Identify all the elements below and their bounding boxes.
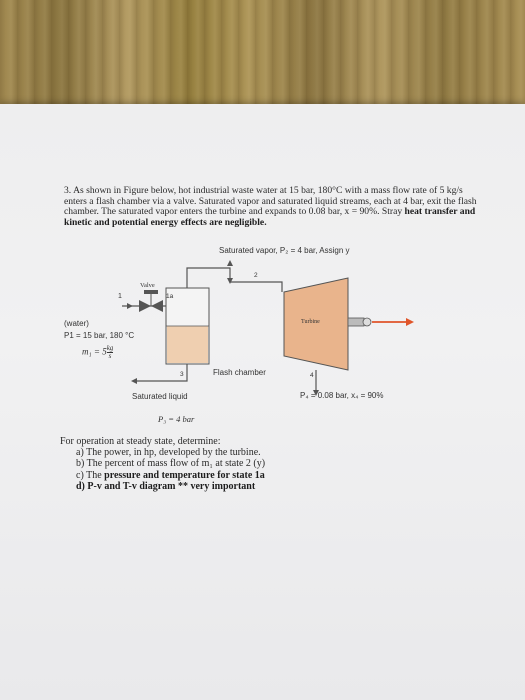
shaft-coupling: [363, 318, 371, 326]
inlet-arrow-icon: [127, 303, 133, 309]
vapor-up-arrow-icon: [227, 260, 233, 266]
turbine-label: Turbine: [301, 319, 320, 325]
question-a: a) The power, in hp, developed by the turbine.: [76, 447, 261, 459]
questions-intro: For operation at steady state, determine:: [60, 436, 221, 447]
state-3-pressure: P₃ = 4 bar: [158, 414, 195, 424]
liquid-arrow-icon: [131, 378, 137, 384]
saturated-vapor-label: Saturated vapor, P₂ = 4 bar, Assign y: [219, 246, 350, 255]
question-c-prefix: c) The: [76, 469, 105, 481]
water-label: (water): [64, 319, 89, 328]
mass-flow-label: [82, 345, 113, 360]
question-b: b) The percent of mass flow of m₁ at state 2 (y): [76, 458, 266, 470]
problem-text-bold: heat transfer and kinetic and potential energy effects are negligible.: [64, 206, 476, 228]
turbine-shaft: [348, 318, 364, 326]
question-d-text: d) P-v and T-v diagram ** very important: [76, 480, 256, 492]
state-3-label: 3: [180, 371, 184, 378]
state-1a-label: 1a: [166, 293, 174, 300]
mass-flow-den: s: [108, 352, 112, 360]
question-d: [60, 481, 420, 492]
flash-chamber-label: Flash chamber: [213, 368, 266, 377]
valve-body-icon-2: [151, 300, 163, 312]
question-c: [60, 470, 420, 481]
work-arrow-icon: [406, 318, 414, 326]
valve-body-icon: [139, 300, 151, 312]
state-1-label: 1: [118, 293, 122, 300]
valve-handle-icon: [144, 290, 158, 294]
question-c-suffix: for state 1a: [214, 469, 265, 481]
mass-flow-lhs: m₁ = 5: [82, 346, 107, 357]
problem-text: As shown in Figure below, hot industrial waste water at 15 bar, 180°C with a mass flow rate of 5 kg/s enters a flash chamber via a valve. Saturated vapor and saturated liquid streams, each at 4 bar, exit the flash chamber. The saturated vapor enters the turbine and expands to 0.08 bar, x = 90%. Stray: [64, 185, 477, 218]
state-2-label: 2: [254, 272, 258, 279]
chamber-liquid: [167, 326, 208, 363]
state-4-label: 4: [310, 372, 314, 379]
saturated-liquid-label: Saturated liquid: [132, 392, 188, 401]
vapor-arrow-icon: [227, 278, 233, 284]
mass-flow-num: kg: [106, 344, 114, 352]
inlet-conditions: P1 = 15 bar, 180 °C: [64, 331, 135, 340]
question-c-bold: pressure and temperature: [104, 469, 215, 481]
questions: [60, 436, 420, 492]
state-4-conditions: P₄ = 0.08 bar, x₄ = 90%: [300, 391, 384, 400]
problem-number: 3.: [64, 185, 72, 196]
valve-label: Valve: [140, 282, 155, 289]
